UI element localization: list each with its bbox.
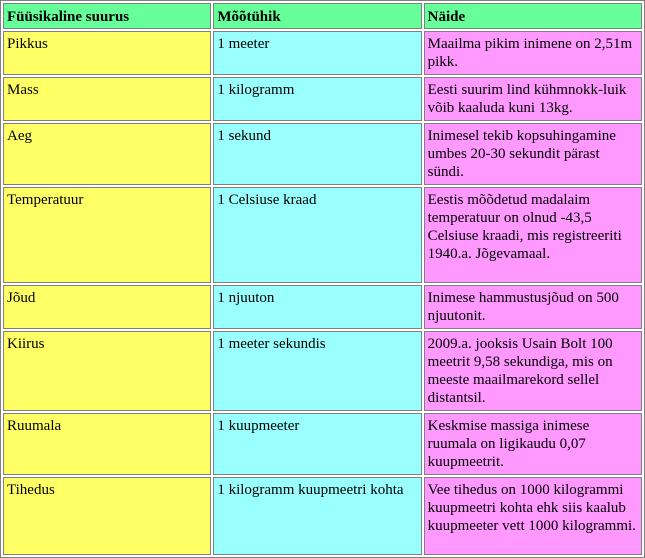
- header-unit: Mõõtühik: [213, 3, 421, 29]
- unit-cell: 1 Celsiuse kraad: [213, 187, 421, 283]
- unit-cell: 1 sekund: [213, 123, 421, 185]
- table-row: [3, 31, 642, 75]
- example-cell: Inimesel tekib kopsuhingamine umbes 20-30 sekundit pärast sündi.: [424, 123, 642, 185]
- table-row: [3, 477, 642, 555]
- quantity-cell: Kiirus: [3, 331, 211, 411]
- header-row: [3, 3, 642, 29]
- unit-cell: 1 njuuton: [213, 285, 421, 329]
- example-cell: Eestis mõõdetud madalaim temperatuur on olnud -43,5 Celsiuse kraadi, mis registreeriti 1940.a. Jõgevamaal.: [424, 187, 642, 283]
- quantity-cell: Pikkus: [3, 31, 211, 75]
- table-row: [3, 123, 642, 185]
- unit-cell: 1 meeter: [213, 31, 421, 75]
- unit-cell: 1 meeter sekundis: [213, 331, 421, 411]
- example-cell: 2009.a. jooksis Usain Bolt 100 meetrit 9,58 sekundiga, mis on meeste maailmarekord sellel distantsil.: [424, 331, 642, 411]
- unit-cell: 1 kilogramm kuupmeetri kohta: [213, 477, 421, 555]
- unit-cell: 1 kilogramm: [213, 77, 421, 121]
- table-row: [3, 285, 642, 329]
- example-cell: Keskmise massiga inimese ruumala on ligikaudu 0,07 kuupmeetrit.: [424, 413, 642, 475]
- example-cell: Vee tihedus on 1000 kilogrammi kuupmeetri kohta ehk siis kaalub kuupmeeter vett 1000 kilogrammi.: [424, 477, 642, 555]
- quantity-cell: Tihedus: [3, 477, 211, 555]
- quantity-cell: Temperatuur: [3, 187, 211, 283]
- header-example: Näide: [424, 3, 642, 29]
- table-row: [3, 77, 642, 121]
- example-cell: Maailma pikim inimene on 2,51m pikk.: [424, 31, 642, 75]
- quantity-cell: Ruumala: [3, 413, 211, 475]
- header-quantity: Füüsikaline suurus: [3, 3, 211, 29]
- unit-cell: 1 kuupmeeter: [213, 413, 421, 475]
- quantity-cell: Jõud: [3, 285, 211, 329]
- quantity-cell: Mass: [3, 77, 211, 121]
- table-row: [3, 413, 642, 475]
- example-cell: Inimese hammustusjõud on 500 njuutonit.: [424, 285, 642, 329]
- table-row: [3, 187, 642, 283]
- table-row: [3, 331, 642, 411]
- example-cell: Eesti suurim lind kühmnokk-luik võib kaaluda kuni 13kg.: [424, 77, 642, 121]
- quantity-cell: Aeg: [3, 123, 211, 185]
